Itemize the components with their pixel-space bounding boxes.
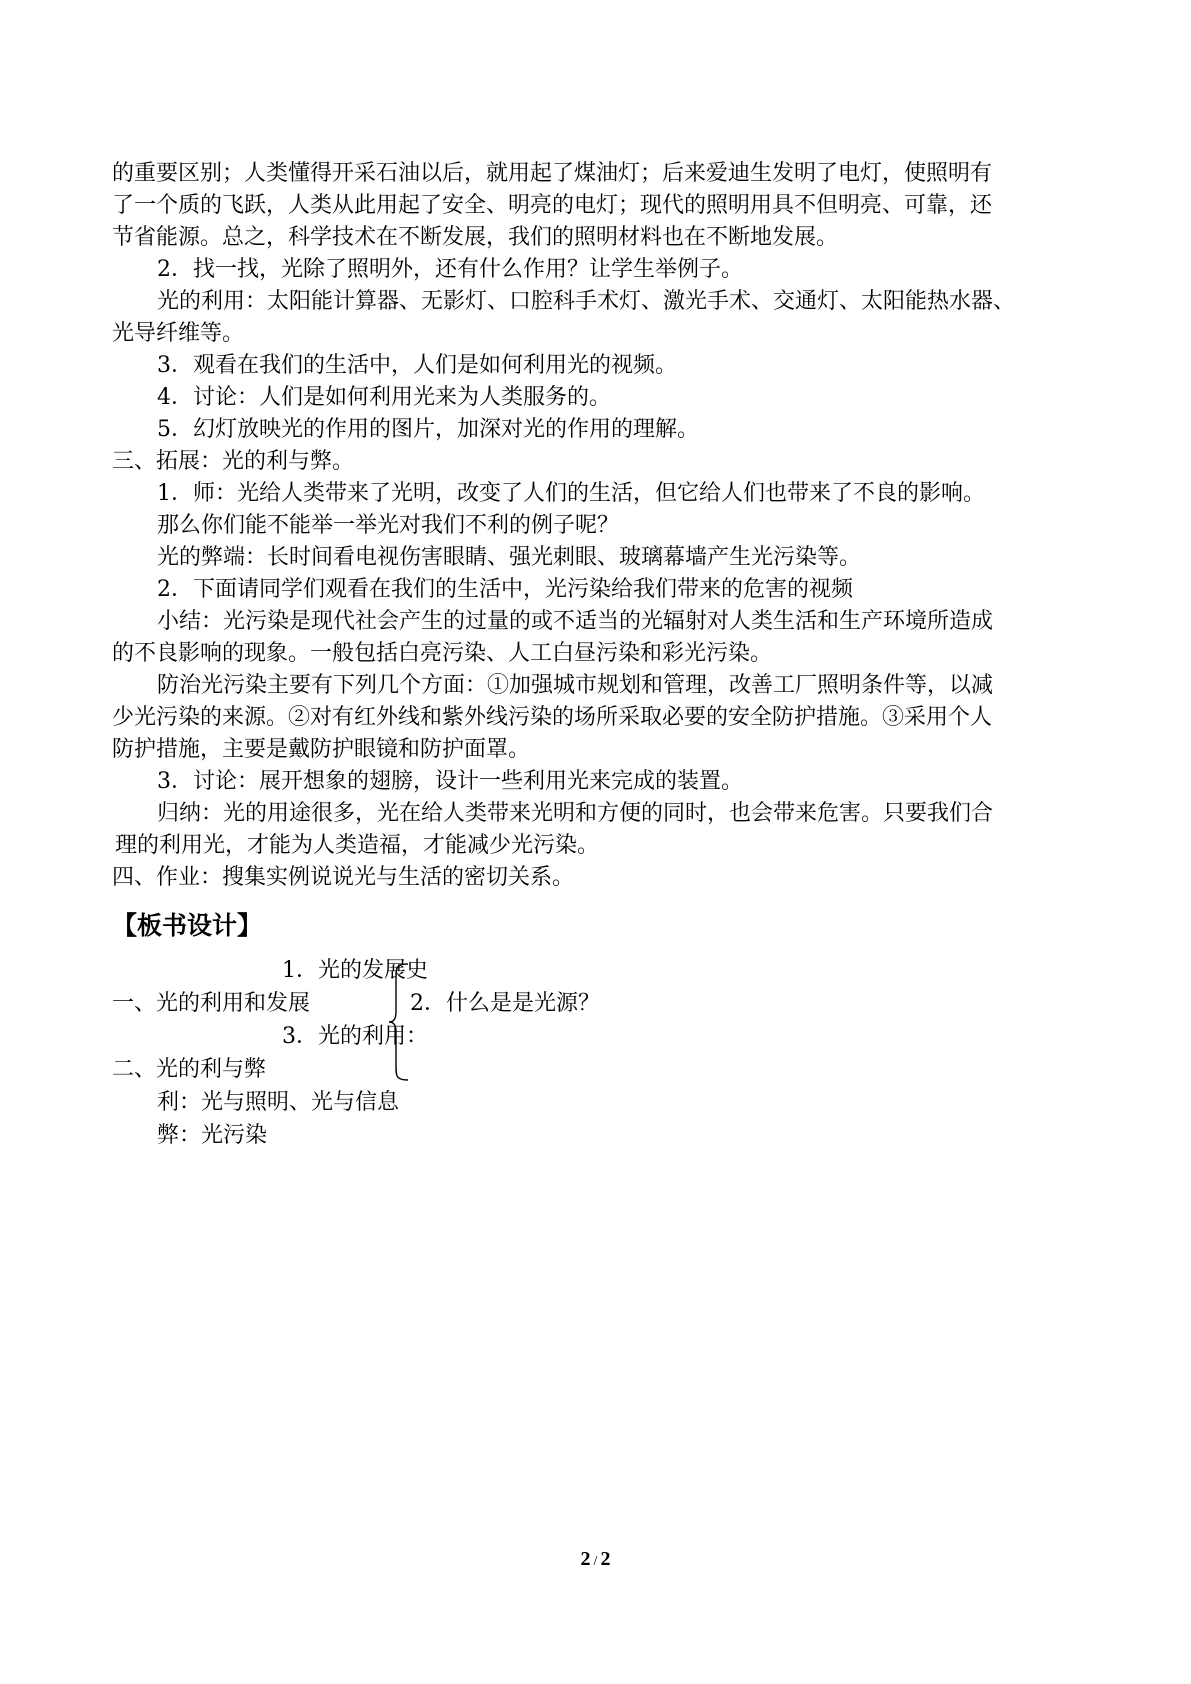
paragraph-line: 了一个质的飞跃，人类从此用起了安全、明亮的电灯；现代的照明用具不但明亮、可靠，还 (112, 193, 993, 218)
board-section: 二、光的利与弊 (112, 1057, 267, 1082)
paragraph-line: 光的弊端：长时间看电视伤害眼睛、强光刺眼、玻璃幕墙产生光污染等。 (157, 545, 862, 570)
paragraph-line: 归纳：光的用途很多，光在给人类带来光明和方便的同时，也会带来危害。只要我们合 (157, 801, 994, 826)
page-number (0, 1548, 1191, 1571)
paragraph-line: 理的利用光，才能为人类造福，才能减少光污染。 (115, 833, 600, 858)
board-item: 1．光的发展史 (282, 958, 428, 983)
paragraph-line: 的重要区别；人类懂得开采石油以后，就用起了煤油灯；后来爱迪生发明了电灯，使照明有 (112, 161, 993, 186)
board-item: 弊：光污染 (157, 1123, 268, 1148)
paragraph-line: 3．讨论：展开想象的翅膀，设计一些利用光来完成的装置。 (157, 769, 743, 794)
paragraph-line: 3．观看在我们的生活中，人们是如何利用光的视频。 (157, 353, 677, 378)
paragraph-line: 1．师：光给人类带来了光明，改变了人们的生活，但它给人们也带来了不良的影响。 (157, 481, 985, 506)
paragraph-line: 小结：光污染是现代社会产生的过量的或不适当的光辐射对人类生活和生产环境所造成 (157, 609, 994, 634)
section-heading: 四、作业：搜集实例说说光与生活的密切关系。 (112, 865, 575, 890)
paragraph-line: 光导纤维等。 (112, 321, 245, 346)
paragraph-line: 防护措施，主要是戴防护眼镜和防护面罩。 (112, 737, 531, 762)
paragraph-line: 防治光污染主要有下列几个方面：①加强城市规划和管理，改善工厂照明条件等，以减 (157, 673, 994, 698)
paragraph-line: 少光污染的来源。②对有红外线和紫外线污染的场所采取必要的安全防护措施。③采用个人 (112, 705, 993, 730)
paragraph-line: 光的利用：太阳能计算器、无影灯、口腔科手术灯、激光手术、交通灯、太阳能热水器、 (157, 289, 1016, 314)
board-item: 3．光的利用： (282, 1024, 428, 1049)
paragraph-line: 5．幻灯放映光的作用的图片，加深对光的作用的理解。 (157, 417, 699, 442)
board-item: 2．什么是是光源？ (410, 991, 600, 1016)
page-total: 2 (600, 1548, 611, 1570)
board-section: 一、光的利用和发展 (112, 991, 311, 1016)
brace-shape (388, 962, 410, 1082)
page-current: 2 (580, 1548, 591, 1570)
page-separator: / (593, 1554, 598, 1569)
board-item: 利：光与照明、光与信息 (157, 1090, 400, 1115)
paragraph-line: 4．讨论：人们是如何利用光来为人类服务的。 (157, 385, 611, 410)
paragraph-line: 2．找一找，光除了照明外，还有什么作用？让学生举例子。 (157, 257, 743, 282)
board-design-heading: 【板书设计】 (112, 911, 263, 940)
paragraph-line: 的不良影响的现象。一般包括白亮污染、人工白昼污染和彩光污染。 (112, 641, 773, 666)
paragraph-line: 节省能源。总之，科学技术在不断发展，我们的照明材料也在不断地发展。 (112, 225, 839, 250)
section-heading: 三、拓展：光的利与弊。 (112, 449, 355, 474)
paragraph-line: 2．下面请同学们观看在我们的生活中，光污染给我们带来的危害的视频 (157, 577, 853, 602)
paragraph-line: 那么你们能不能举一举光对我们不利的例子呢？ (157, 513, 620, 538)
